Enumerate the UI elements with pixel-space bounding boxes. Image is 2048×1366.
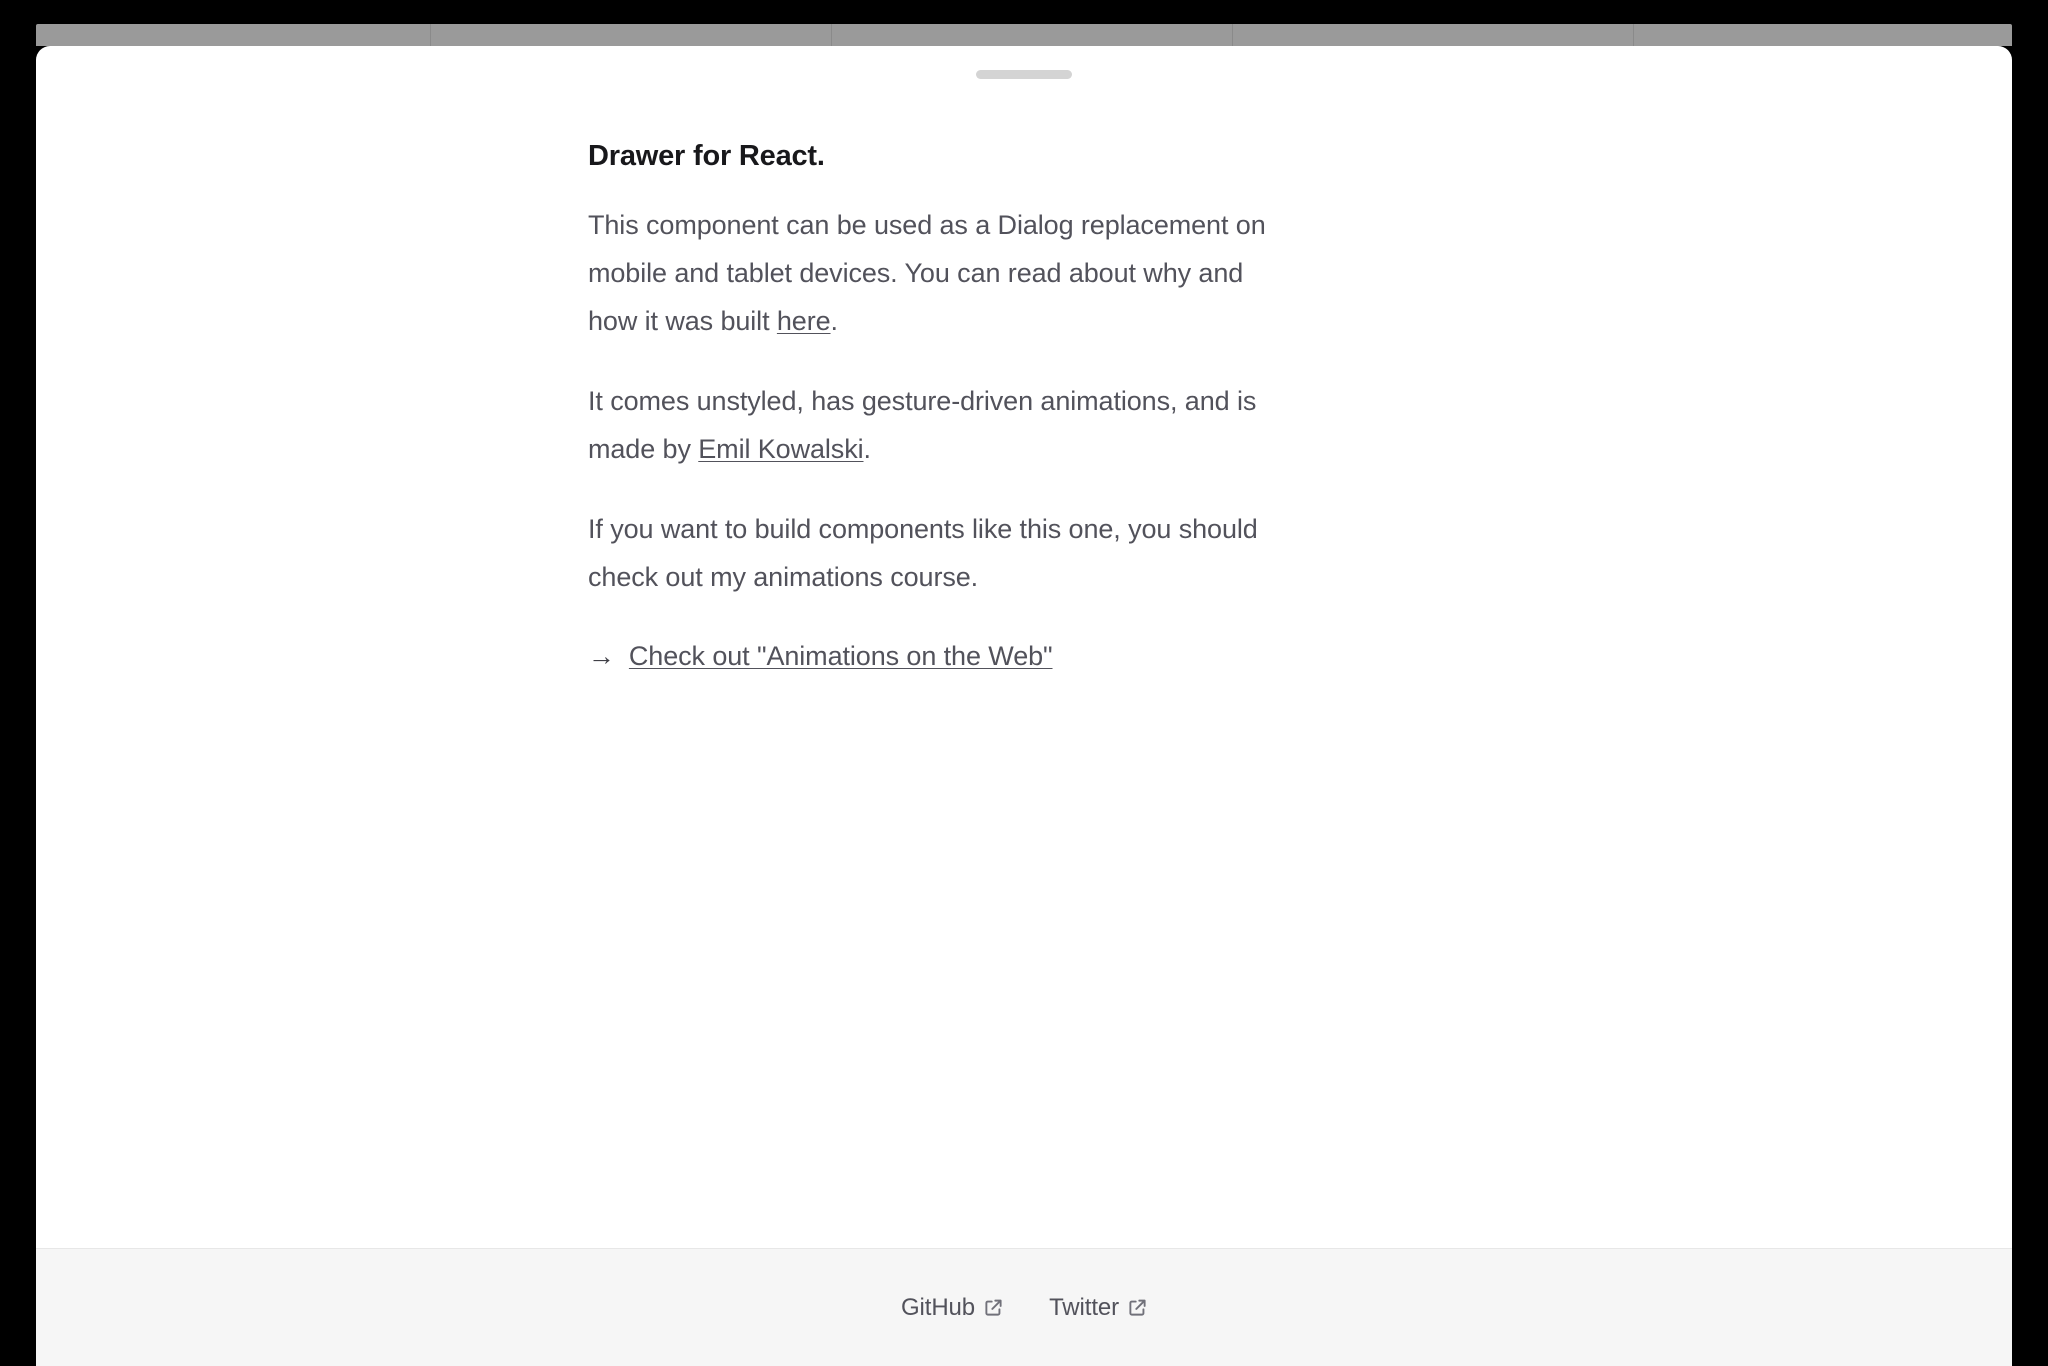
- drag-handle[interactable]: [976, 70, 1072, 79]
- background-page-strip: [36, 24, 2012, 46]
- drawer-panel: [36, 46, 2012, 1366]
- course-link[interactable]: Check out "Animations on the Web": [628, 641, 1053, 671]
- footer-link-twitter-label: Twitter: [1049, 1293, 1120, 1321]
- footer: [36, 1248, 2012, 1366]
- paragraph-1-text-before: This component can be used as a Dialog replacement on mobile and tablet devices. You can read about why and how it was built: [588, 210, 1266, 336]
- paragraph-3-text: If you want to build components like this one, you should check out my animations course.: [588, 514, 1258, 592]
- paragraph-2-text-after: .: [863, 434, 871, 464]
- author-link[interactable]: Emil Kowalski: [698, 434, 864, 464]
- drawer-content: [36, 85, 2012, 1248]
- footer-link-twitter[interactable]: [1049, 1294, 1147, 1322]
- footer-link-github-label: GitHub: [900, 1293, 976, 1321]
- paragraph-2-text-before: It comes unstyled, has gesture-driven animations, and is made by: [588, 386, 1257, 464]
- paragraph-2: [588, 377, 1288, 473]
- arrow-right-icon: →: [588, 641, 615, 671]
- here-link[interactable]: here: [776, 306, 831, 336]
- drawer-grabber-area[interactable]: [36, 46, 2012, 85]
- course-cta[interactable]: [588, 641, 1464, 672]
- paragraph-1: [588, 201, 1288, 345]
- page-title: Drawer for React.: [588, 140, 825, 172]
- external-link-icon: [1128, 1298, 1147, 1317]
- paragraph-1-text-after: .: [830, 306, 838, 336]
- external-link-icon: [984, 1298, 1003, 1317]
- footer-link-github[interactable]: [901, 1294, 1003, 1322]
- paragraph-3: [588, 505, 1288, 601]
